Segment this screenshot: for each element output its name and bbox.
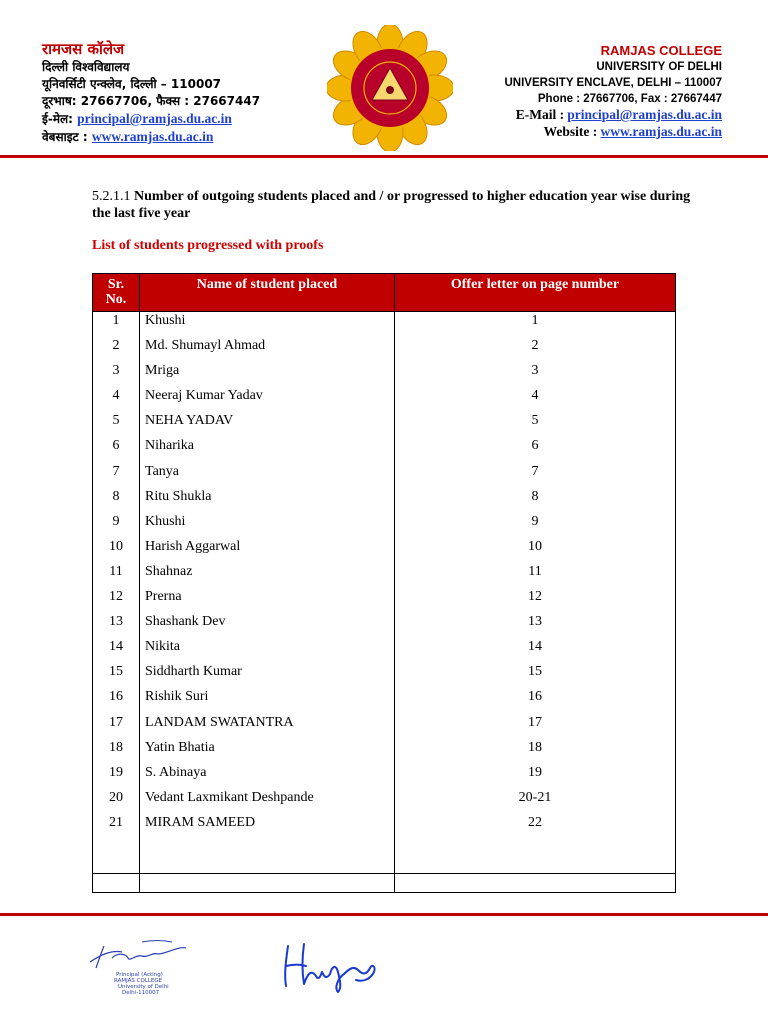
page-number-cell: 10: [395, 538, 676, 563]
table-row: [93, 362, 676, 387]
table-row: [93, 412, 676, 437]
svg-text:Principal (Acting): Principal (Acting): [116, 972, 163, 978]
table-row: [93, 513, 676, 538]
empty-cell: [93, 839, 140, 874]
page-number-cell: 4: [395, 387, 676, 412]
page-number-cell: 13: [395, 613, 676, 638]
sr-no-cell: 9: [93, 513, 140, 538]
sr-no-cell: 12: [93, 588, 140, 613]
svg-text:Delhi-110007: Delhi-110007: [122, 990, 160, 996]
student-name-cell: Neeraj Kumar Yadav: [140, 387, 395, 412]
student-name-cell: Khushi: [140, 513, 395, 538]
table-header-row: [93, 274, 676, 312]
header-student-name: Name of student placed: [140, 274, 395, 312]
table-row: [93, 814, 676, 839]
phone-english: Phone : 27667706, Fax : 27667447: [537, 93, 722, 105]
student-name-cell: Mriga: [140, 362, 395, 387]
english-letterhead: [504, 42, 722, 141]
table-row: [93, 588, 676, 613]
header-divider: [0, 155, 768, 158]
sr-no-cell: 20: [93, 789, 140, 814]
college-name-hindi: रामजस कॉलेज: [42, 40, 125, 58]
table-row: [93, 312, 676, 338]
page-number-cell: 14: [395, 638, 676, 663]
email-row-hindi: [42, 110, 260, 128]
student-name-cell: Khushi: [140, 312, 395, 338]
email-link-english[interactable]: principal@ramjas.du.ac.in: [567, 107, 722, 122]
table-row: [93, 638, 676, 663]
table-row: [93, 337, 676, 362]
sr-no-cell: 5: [93, 412, 140, 437]
student-name-cell: Rishik Suri: [140, 688, 395, 713]
student-name-cell: Siddharth Kumar: [140, 663, 395, 688]
student-name-cell: Ritu Shukla: [140, 488, 395, 513]
page-number-cell: 16: [395, 688, 676, 713]
college-name-english: RAMJAS COLLEGE: [600, 43, 722, 58]
student-name-cell: Prerna: [140, 588, 395, 613]
website-label-hindi: वेबसाइट :: [42, 130, 88, 144]
sr-no-cell: 11: [93, 563, 140, 588]
student-name-cell: Md. Shumayl Ahmad: [140, 337, 395, 362]
website-row-hindi: [42, 128, 260, 146]
table-row: [93, 613, 676, 638]
student-name-cell: LANDAM SWATANTRA: [140, 714, 395, 739]
table-row: [93, 437, 676, 462]
sr-no-cell: 1: [93, 312, 140, 338]
student-name-cell: Tanya: [140, 463, 395, 488]
sr-no-cell: 21: [93, 814, 140, 839]
table-row: [93, 488, 676, 513]
sr-no-cell: 19: [93, 764, 140, 789]
college-emblem-icon: [327, 25, 453, 151]
header-sr-no: Sr. No.: [93, 274, 140, 312]
page-number-cell: 15: [395, 663, 676, 688]
table-row: [93, 688, 676, 713]
criterion-number: 5.2.1.1: [92, 189, 131, 204]
sr-no-cell: 6: [93, 437, 140, 462]
table-row: [93, 663, 676, 688]
phone-hindi: दूरभाष: 27667706, फैक्स : 27667447: [42, 94, 261, 108]
student-name-cell: Vedant Laxmikant Deshpande: [140, 789, 395, 814]
empty-cell: [140, 873, 395, 892]
table-row: [93, 789, 676, 814]
page-number-cell: 7: [395, 463, 676, 488]
page-number-cell: 6: [395, 437, 676, 462]
student-name-cell: Niharika: [140, 437, 395, 462]
sr-no-cell: 2: [93, 337, 140, 362]
list-subheading: List of students progressed with proofs: [92, 238, 324, 253]
student-name-cell: Yatin Bhatia: [140, 739, 395, 764]
page-number-cell: 12: [395, 588, 676, 613]
page-number-cell: 20-21: [395, 789, 676, 814]
website-link-hindi[interactable]: www.ramjas.du.ac.in: [91, 129, 214, 144]
student-name-cell: S. Abinaya: [140, 764, 395, 789]
website-link-english[interactable]: www.ramjas.du.ac.in: [600, 124, 722, 139]
sr-no-cell: 14: [93, 638, 140, 663]
email-row-english: [504, 107, 722, 124]
student-name-cell: MIRAM SAMEED: [140, 814, 395, 839]
table-row: [93, 463, 676, 488]
page-number-cell: 19: [395, 764, 676, 789]
student-name-cell: NEHA YADAV: [140, 412, 395, 437]
website-label-english: Website :: [543, 124, 598, 139]
empty-cell: [140, 839, 395, 874]
page-number-cell: 5: [395, 412, 676, 437]
empty-cell: [93, 873, 140, 892]
header-page-number: Offer letter on page number: [395, 274, 676, 312]
email-label-hindi: ई-मेल:: [42, 112, 73, 126]
principal-signature-stamp-icon: [82, 932, 202, 1012]
sr-no-cell: 15: [93, 663, 140, 688]
sr-no-cell: 10: [93, 538, 140, 563]
sr-no-cell: 3: [93, 362, 140, 387]
sr-no-cell: 8: [93, 488, 140, 513]
email-label-english: E-Mail :: [515, 107, 565, 122]
table-row: [93, 538, 676, 563]
students-table: [92, 273, 676, 893]
university-english: UNIVERSITY OF DELHI: [596, 61, 722, 73]
page-number-cell: 9: [395, 513, 676, 538]
table-body: [93, 312, 676, 893]
table-spacer-row: [93, 839, 676, 874]
address-english: UNIVERSITY ENCLAVE, DELHI – 110007: [504, 77, 722, 89]
sr-no-cell: 4: [93, 387, 140, 412]
table-empty-row: [93, 873, 676, 892]
criterion-heading: [92, 188, 692, 222]
sr-no-cell: 13: [93, 613, 140, 638]
email-link-hindi[interactable]: principal@ramjas.du.ac.in: [77, 111, 232, 126]
page-number-cell: 11: [395, 563, 676, 588]
page-number-cell: 22: [395, 814, 676, 839]
table-row: [93, 714, 676, 739]
sr-no-cell: 7: [93, 463, 140, 488]
table-row: [93, 739, 676, 764]
student-name-cell: Harish Aggarwal: [140, 538, 395, 563]
svg-text:RAMJAS COLLEGE: RAMJAS COLLEGE: [114, 978, 163, 984]
empty-cell: [395, 873, 676, 892]
page-number-cell: 1: [395, 312, 676, 338]
empty-cell: [395, 839, 676, 874]
page-number-cell: 8: [395, 488, 676, 513]
page-number-cell: 2: [395, 337, 676, 362]
footer-divider: [0, 913, 768, 916]
page-number-cell: 17: [395, 714, 676, 739]
handwritten-signature-icon: [276, 936, 386, 994]
sr-no-cell: 16: [93, 688, 140, 713]
page-number-cell: 18: [395, 739, 676, 764]
sr-no-cell: 17: [93, 714, 140, 739]
criterion-title: Number of outgoing students placed and / or progressed to higher education year wise during the last five year: [92, 189, 691, 221]
university-hindi: दिल्ली विश्वविद्यालय: [42, 60, 130, 74]
table-row: [93, 387, 676, 412]
student-name-cell: Shahnaz: [140, 563, 395, 588]
sr-no-cell: 18: [93, 739, 140, 764]
table-row: [93, 764, 676, 789]
table-row: [93, 563, 676, 588]
address-hindi: यूनिवर्सिटी एन्क्लेव, दिल्ली – 110007: [42, 77, 222, 91]
website-row-english: [504, 124, 722, 141]
student-name-cell: Nikita: [140, 638, 395, 663]
page-number-cell: 3: [395, 362, 676, 387]
hindi-letterhead: [42, 40, 260, 146]
student-name-cell: Shashank Dev: [140, 613, 395, 638]
svg-text:University of Delhi: University of Delhi: [118, 984, 169, 990]
